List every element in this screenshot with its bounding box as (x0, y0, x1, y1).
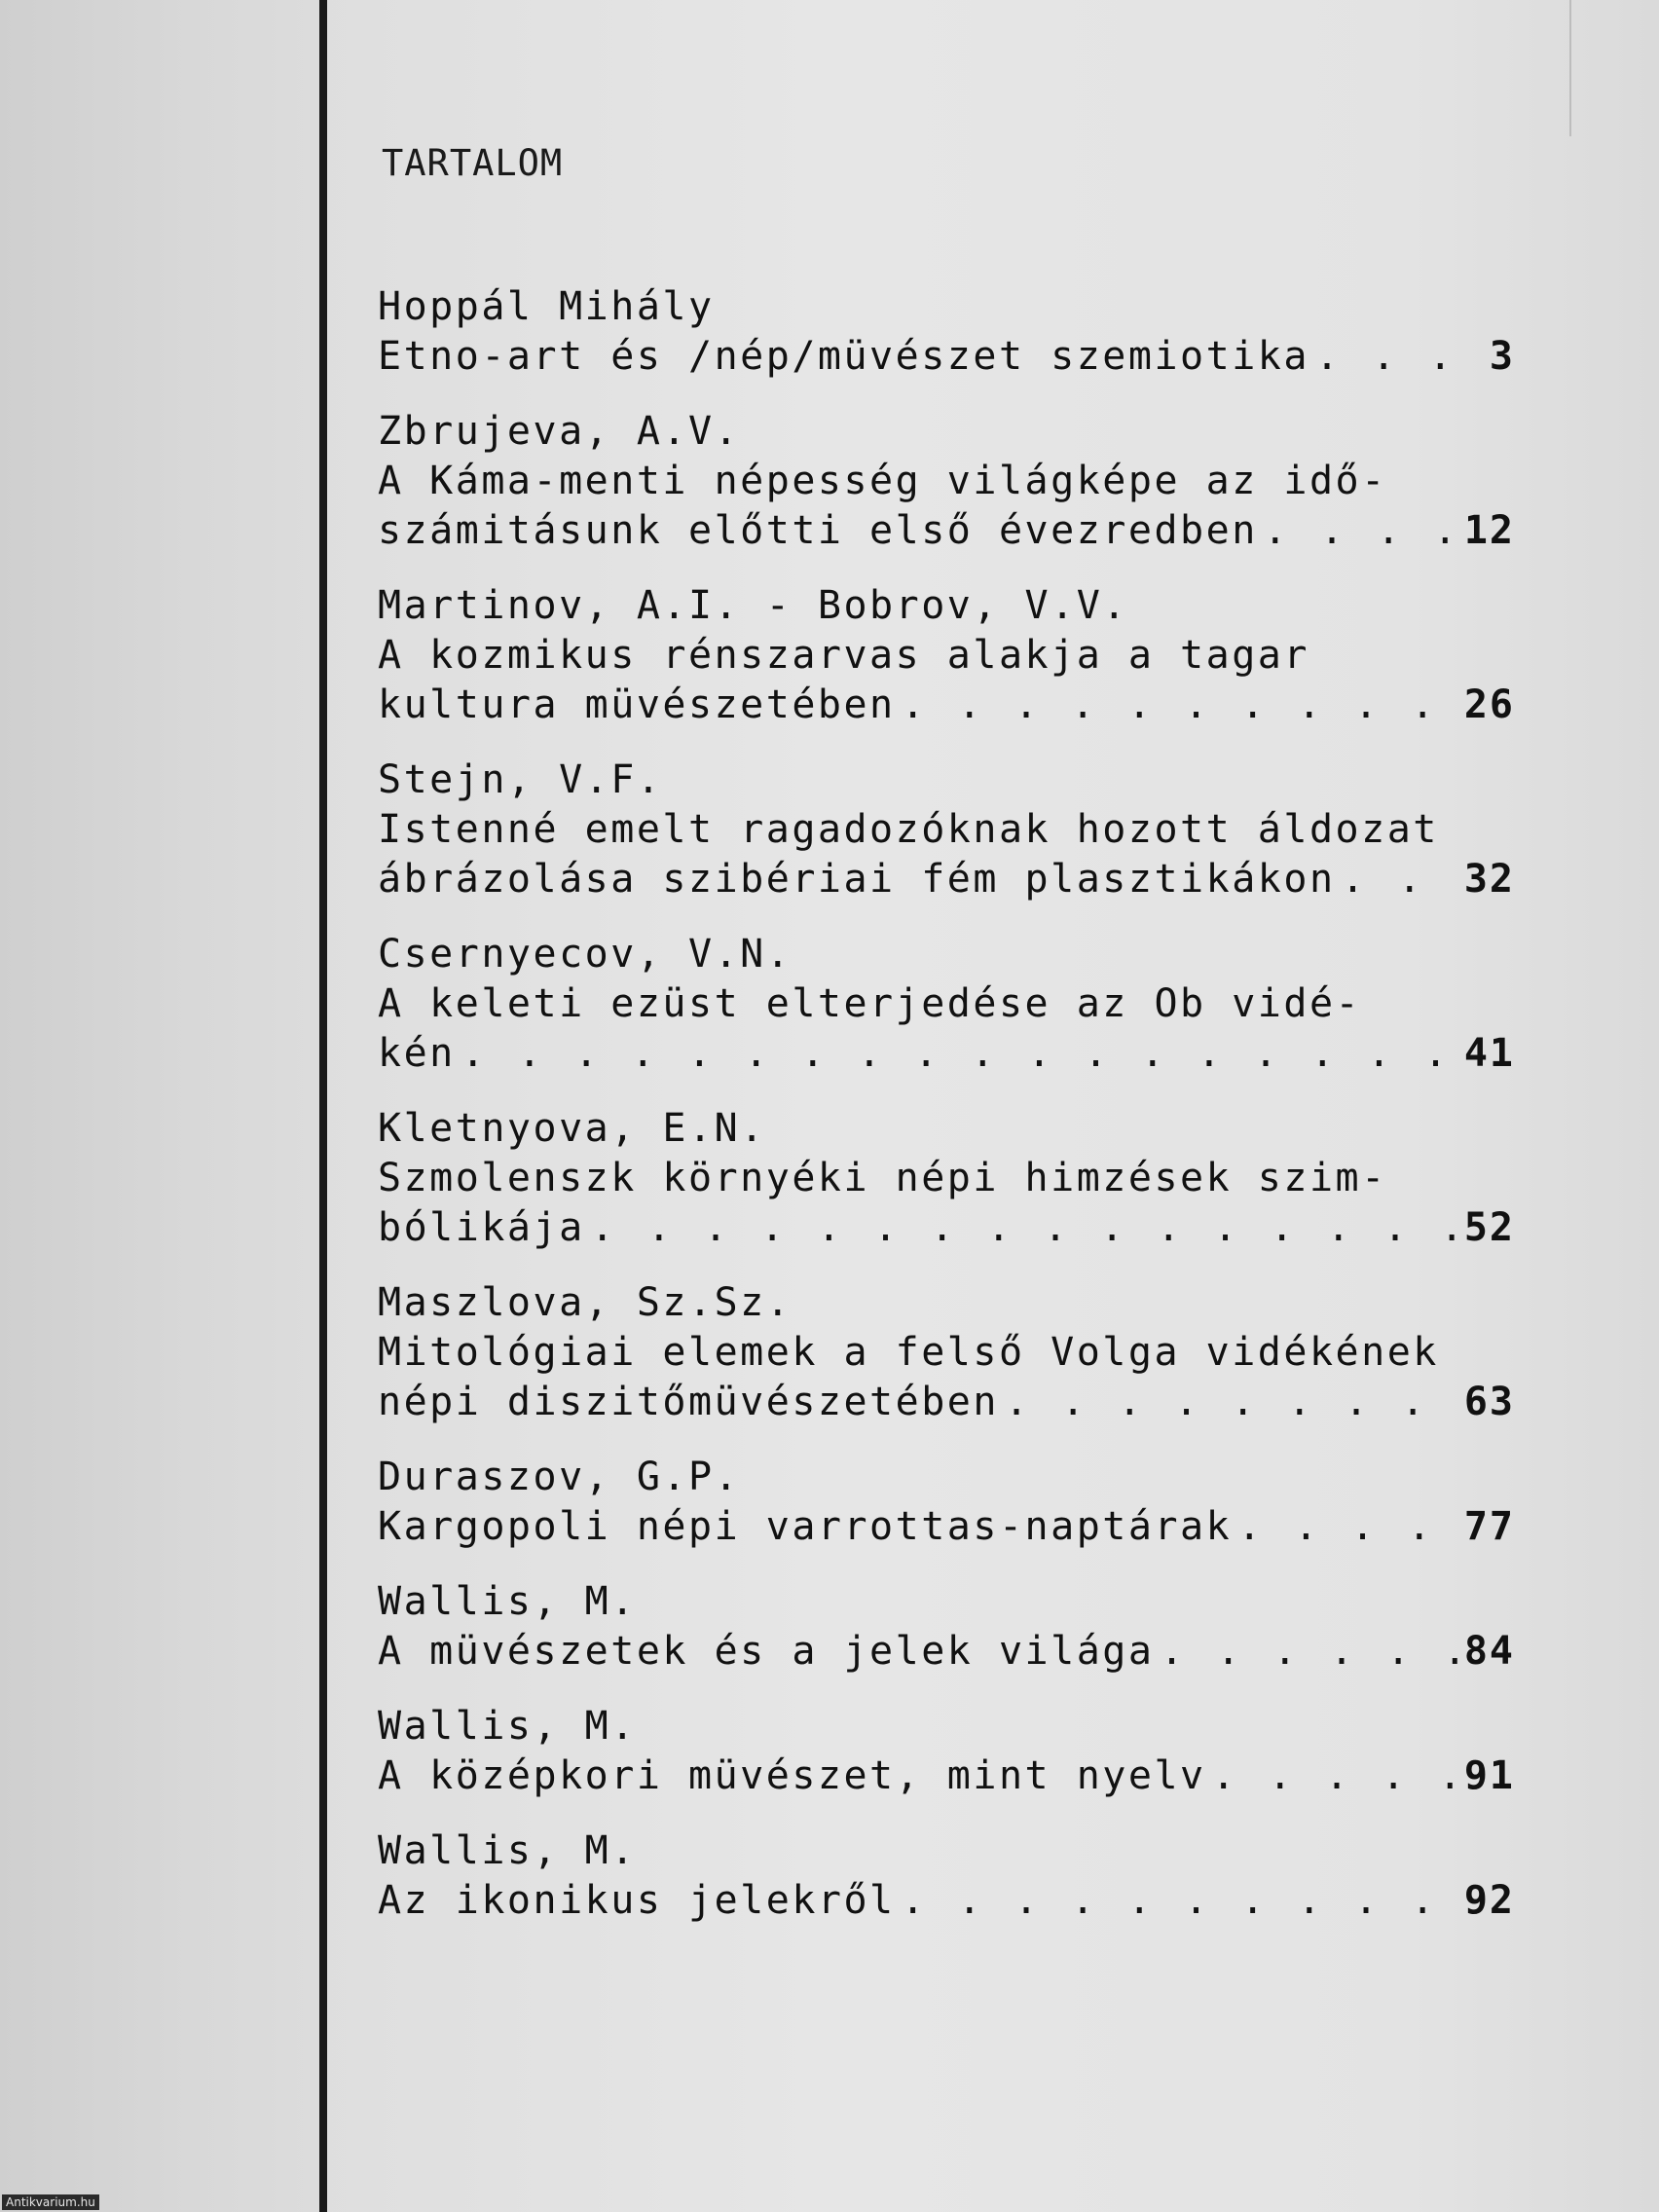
binding-line (319, 0, 327, 2212)
toc-entry-title-text: Kargopoli népi varrottas-naptárak (378, 1504, 1233, 1549)
toc-entry-title-text: kultura müvészetében (378, 682, 896, 727)
toc-entry-title-line (378, 1029, 1515, 1079)
toc-entry-author: Kletnyova, E.N. (378, 1106, 766, 1151)
toc-entry-page-number: 63 (1463, 1380, 1515, 1424)
toc-entry (378, 282, 1515, 382)
toc-entry-title-text: A müvészetek és a jelek világa (378, 1629, 1155, 1674)
table-of-contents (378, 282, 1515, 1926)
toc-entry-author: Maszlova, Sz.Sz. (378, 1280, 793, 1325)
dot-leader (1315, 332, 1484, 382)
toc-entry-author: Duraszov, G.P. (378, 1455, 741, 1499)
toc-entry-page-number: 91 (1463, 1753, 1515, 1798)
dot-leader (461, 1029, 1458, 1079)
watermark: Antikvarium.hu (2, 2194, 99, 2210)
toc-entry-title-line (378, 506, 1515, 556)
toc-entry-title-line (378, 855, 1515, 904)
dot-leader (591, 1203, 1458, 1253)
toc-entry-title-line: A Káma-menti népesség világképe az idő- (378, 459, 1387, 503)
toc-entry (378, 930, 1515, 1079)
toc-entry (378, 1104, 1515, 1253)
dot-leader (902, 681, 1458, 730)
toc-entry-title-text: számitásunk előtti első évezredben (378, 508, 1258, 553)
toc-entry-title-line (378, 1502, 1515, 1552)
toc-entry-author: Martinov, A.I. - Bobrov, V.V. (378, 583, 1128, 628)
toc-entry-title-line (378, 1876, 1515, 1926)
dot-leader (1160, 1627, 1457, 1677)
toc-entry-title-text: bólikája (378, 1205, 585, 1250)
dot-leader (1342, 855, 1458, 904)
toc-entry-page-number: 84 (1463, 1629, 1515, 1674)
toc-entry-page-number: 41 (1463, 1031, 1515, 1076)
toc-entry-title-text: népi diszitőmüvészetében (378, 1380, 999, 1424)
toc-entry-title-line (378, 332, 1515, 382)
toc-entry-author: Stejn, V.F. (378, 757, 663, 802)
toc-entry-author: Hoppál Mihály (378, 284, 715, 329)
toc-entry (378, 1278, 1515, 1427)
toc-entry-author: Csernyecov, V.N. (378, 932, 793, 977)
toc-entry-page-number: 3 (1489, 334, 1515, 379)
toc-entry-author: Wallis, M. (378, 1828, 637, 1873)
toc-entry (378, 1826, 1515, 1926)
toc-entry-title-text: ábrázolása szibériai fém plasztikákon (378, 857, 1336, 902)
toc-entry-page-number: 77 (1463, 1504, 1515, 1549)
toc-entry (378, 581, 1515, 730)
toc-entry (378, 756, 1515, 904)
toc-entry-title-line: Istenné emelt ragadozóknak hozott áldozat (378, 807, 1439, 852)
dot-leader (1264, 506, 1458, 556)
dot-leader (902, 1876, 1458, 1926)
toc-entry-title-line: Mitológiai elemek a felső Volga vidékének (378, 1330, 1439, 1375)
toc-entry-title-line (378, 1203, 1515, 1253)
toc-entry (378, 1577, 1515, 1677)
toc-entry-page-number: 52 (1463, 1205, 1515, 1250)
page-edge-shadow (1569, 0, 1571, 136)
toc-entry-page-number: 32 (1463, 857, 1515, 902)
toc-entry (378, 407, 1515, 556)
dot-leader (1005, 1378, 1458, 1427)
toc-entry-title-line: A keleti ezüst elterjedése az Ob vidé- (378, 981, 1362, 1026)
toc-entry (378, 1702, 1515, 1801)
toc-entry-title-text: Etno-art és /nép/müvészet szemiotika (378, 334, 1309, 379)
dot-leader (1237, 1502, 1458, 1552)
toc-entry-title-line (378, 681, 1515, 730)
toc-entry-page-number: 92 (1463, 1878, 1515, 1923)
toc-entry-author: Zbrujeva, A.V. (378, 409, 741, 454)
toc-entry-page-number: 12 (1463, 508, 1515, 553)
toc-entry-title-line: A kozmikus rénszarvas alakja a tagar (378, 633, 1309, 678)
toc-entry-page-number: 26 (1463, 682, 1515, 727)
toc-heading: TARTALOM (382, 142, 564, 184)
toc-entry-title-line (378, 1378, 1515, 1427)
toc-entry-title-text: kén (378, 1031, 456, 1076)
toc-entry (378, 1453, 1515, 1552)
toc-entry-author: Wallis, M. (378, 1704, 637, 1749)
toc-entry-title-text: A középkori müvészet, mint nyelv (378, 1753, 1206, 1798)
toc-entry-title-text: Az ikonikus jelekről (378, 1878, 896, 1923)
dot-leader (1212, 1751, 1458, 1801)
toc-entry-author: Wallis, M. (378, 1579, 637, 1624)
toc-entry-title-line (378, 1627, 1515, 1677)
toc-entry-title-line (378, 1751, 1515, 1801)
left-page-margin (0, 0, 319, 2212)
toc-entry-title-line: Szmolenszk környéki népi himzések szim- (378, 1156, 1387, 1200)
